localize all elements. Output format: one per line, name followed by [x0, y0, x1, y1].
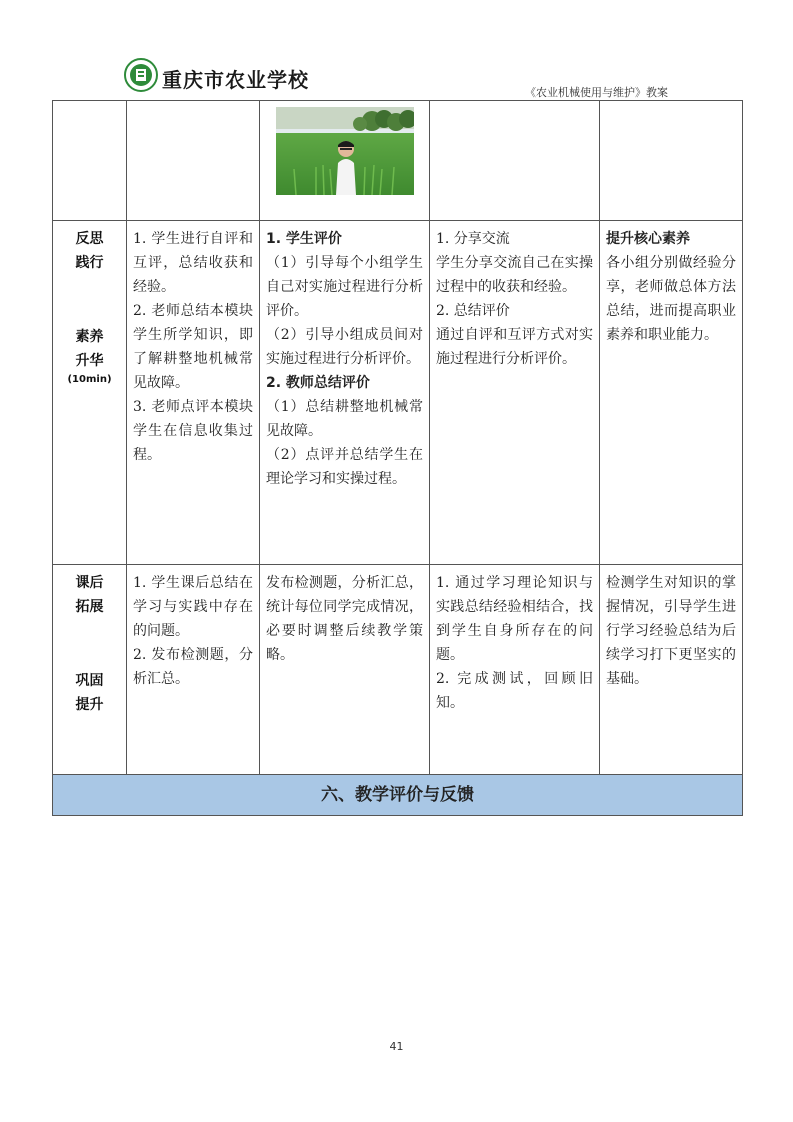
table-cell [260, 221, 430, 565]
text-line: 1. 通过学习理论知识与实践总结经验相结合，找到学生自身所存在的问题。 [436, 575, 593, 663]
section-title: 六、教学评价与反馈 [53, 775, 743, 816]
table-cell [600, 565, 743, 775]
table-cell [430, 101, 600, 221]
table-cell [430, 221, 600, 565]
text-line: 学生分享交流自己在实操过程中的收获和经验。 [436, 255, 593, 295]
text-line: 检测学生对知识的掌握情况，引导学生进行学习经验总结为后续学习打下更坚实的基础。 [606, 575, 736, 687]
table-row-reflect [53, 221, 743, 565]
table-cell [127, 221, 260, 565]
text-line: （1）引导每个小组学生自己对实施过程进行分析评价。 [266, 255, 423, 319]
table-cell [127, 565, 260, 775]
school-name: 重庆市农业学校 [162, 68, 309, 92]
table-cell [260, 565, 430, 775]
rice-field-photo-icon [276, 107, 414, 195]
text-line: 通过自评和互评方式对实施过程进行分析评价。 [436, 327, 593, 367]
stage-label: 课后 [75, 575, 104, 591]
course-title: 《农业机械使用与维护》教案 [525, 86, 668, 99]
stage-label: 反思 [75, 231, 104, 247]
text-line: 3. 老师点评本模块学生在信息收集过程。 [133, 399, 253, 463]
stage-label: 升华 [75, 353, 104, 369]
stage-time: (10min) [67, 374, 112, 385]
stage-cell-extend [53, 565, 127, 775]
text-line: 2. 老师总结本模块学生所学知识，即了解耕整地机械常见故障。 [133, 303, 253, 391]
stage-label: 提升 [75, 697, 104, 713]
subheading: 2. 教师总结评价 [266, 375, 370, 391]
text-line: 发布检测题，分析汇总，统计每位同学完成情况，必要时调整后续教学策略。 [266, 575, 423, 663]
stage-label: 拓展 [75, 599, 104, 615]
section-heading-row [53, 775, 743, 816]
text-line: 各小组分别做经验分享，老师做总体方法总结，进而提高职业素养和职业能力。 [606, 255, 736, 343]
stage-label: 巩固 [75, 673, 104, 689]
table-cell [600, 101, 743, 221]
lesson-plan-table [52, 100, 743, 816]
table-cell [600, 221, 743, 565]
page-header [120, 56, 672, 101]
text-line: （2）引导小组成员间对实施过程进行分析评价。 [266, 327, 423, 367]
table-row-extend [53, 565, 743, 775]
text-line: 1. 分享交流 [436, 231, 510, 247]
text-line: （2）点评并总结学生在理论学习和实操过程。 [266, 447, 423, 487]
stage-cell-reflect [53, 221, 127, 565]
subheading: 1. 学生评价 [266, 231, 342, 247]
text-line: 2. 完成测试，回顾旧知。 [436, 671, 593, 711]
table-row-photo [53, 101, 743, 221]
text-line: （1）总结耕整地机械常见故障。 [266, 399, 423, 439]
text-line: 2. 发布检测题，分析汇总。 [133, 647, 253, 687]
text-line: 1. 学生课后总结在学习与实践中存在的问题。 [133, 575, 253, 639]
page-number: 41 [389, 1040, 404, 1053]
stage-label: 素养 [75, 329, 104, 345]
table-cell [127, 101, 260, 221]
stage-label: 践行 [75, 255, 104, 271]
text-line: 2. 总结评价 [436, 303, 510, 319]
table-cell [53, 101, 127, 221]
table-cell-photo [260, 101, 430, 221]
table-cell [430, 565, 600, 775]
school-emblem-icon [124, 58, 158, 92]
subheading: 提升核心素养 [606, 231, 690, 247]
text-line: 1. 学生进行自评和互评，总结收获和经验。 [133, 231, 253, 295]
